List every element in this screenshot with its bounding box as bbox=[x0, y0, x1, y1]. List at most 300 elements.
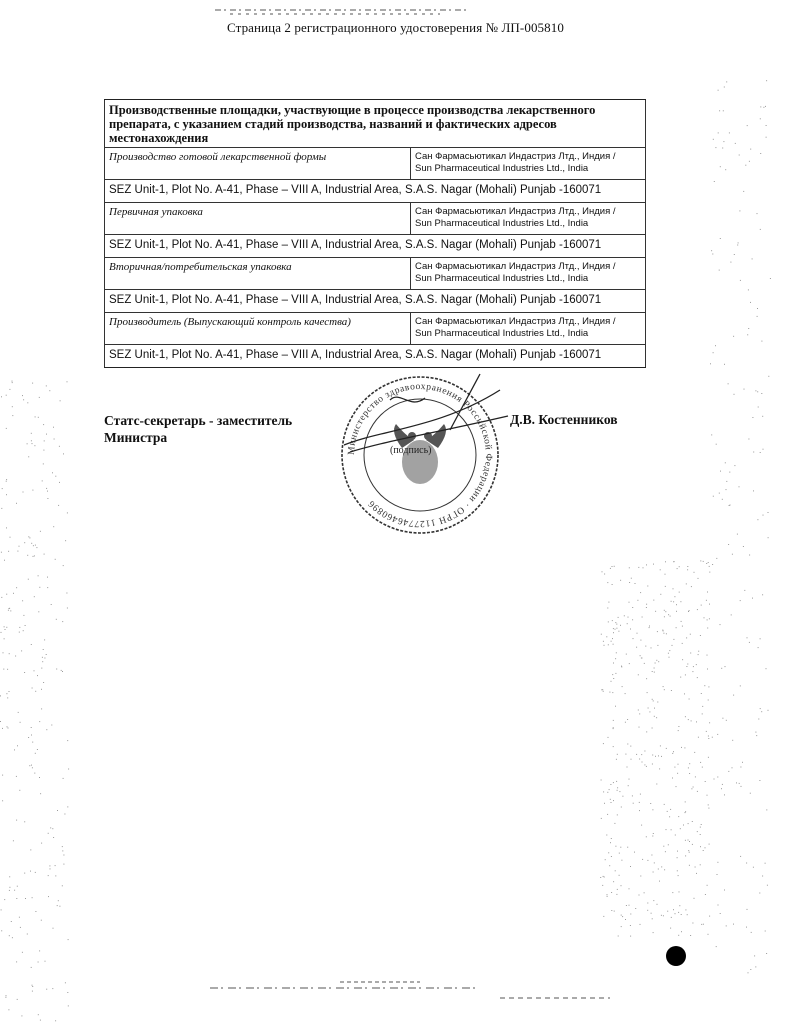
noise-dot bbox=[632, 619, 633, 620]
noise-dot bbox=[52, 472, 53, 473]
noise-dot bbox=[672, 753, 673, 754]
noise-dot bbox=[726, 925, 727, 926]
noise-dot bbox=[612, 692, 613, 693]
noise-dot bbox=[685, 840, 686, 841]
noise-dot bbox=[640, 794, 641, 795]
noise-dot bbox=[608, 602, 609, 603]
noise-dot bbox=[677, 857, 678, 858]
noise-dot bbox=[9, 608, 10, 609]
noise-dot bbox=[718, 905, 719, 906]
noise-dot bbox=[739, 210, 740, 211]
noise-dot bbox=[615, 870, 616, 871]
noise-dot bbox=[653, 932, 654, 933]
noise-dot bbox=[734, 254, 735, 255]
noise-dot bbox=[709, 572, 710, 573]
noise-dot bbox=[35, 545, 36, 546]
noise-dot bbox=[710, 363, 711, 364]
noise-dot bbox=[604, 645, 605, 646]
noise-dot bbox=[744, 590, 745, 591]
noise-dot bbox=[38, 575, 39, 576]
noise-dot bbox=[720, 624, 721, 625]
noise-dot bbox=[746, 927, 747, 928]
noise-dot bbox=[748, 439, 749, 440]
noise-dot bbox=[689, 773, 690, 774]
noise-dot bbox=[603, 691, 604, 692]
noise-dot bbox=[682, 626, 683, 627]
page-header: Страница 2 регистрационного удостоверения № ЛП-005810 bbox=[227, 20, 564, 35]
noise-dot bbox=[654, 862, 655, 863]
noise-dot bbox=[4, 899, 5, 900]
noise-dot bbox=[20, 722, 21, 723]
noise-dot bbox=[64, 814, 65, 815]
noise-dot bbox=[713, 496, 714, 497]
noise-dot bbox=[742, 762, 743, 763]
noise-dot bbox=[661, 866, 662, 867]
noise-dot bbox=[630, 914, 631, 915]
noise-dot bbox=[19, 632, 20, 633]
noise-dot bbox=[679, 592, 680, 593]
noise-dot bbox=[12, 406, 13, 407]
company-en: Sun Pharmaceutical Industries Ltd., India bbox=[415, 162, 589, 174]
noise-dot bbox=[723, 110, 724, 111]
noise-dot bbox=[639, 802, 640, 803]
noise-dot bbox=[765, 863, 766, 864]
noise-dot bbox=[7, 726, 8, 727]
noise-dot bbox=[615, 706, 616, 707]
noise-dot bbox=[611, 892, 612, 893]
noise-dot bbox=[641, 825, 642, 826]
noise-dot bbox=[690, 653, 691, 654]
noise-dot bbox=[65, 982, 66, 983]
noise-dot bbox=[751, 932, 752, 933]
noise-dot bbox=[756, 735, 757, 736]
noise-dot bbox=[703, 850, 704, 851]
noise-dot bbox=[6, 481, 7, 482]
noise-dot bbox=[757, 391, 758, 392]
noise-dot bbox=[49, 865, 50, 866]
noise-dot bbox=[664, 616, 665, 617]
noise-dot bbox=[640, 924, 641, 925]
noise-dot bbox=[665, 574, 666, 575]
noise-dot bbox=[52, 828, 53, 829]
noise-dot bbox=[611, 681, 612, 682]
noise-dot bbox=[6, 627, 7, 628]
noise-dot bbox=[9, 935, 10, 936]
noise-dot bbox=[22, 395, 23, 396]
noise-dot bbox=[704, 685, 705, 686]
noise-dot bbox=[703, 561, 704, 562]
noise-dot bbox=[708, 757, 709, 758]
noise-dot bbox=[665, 586, 666, 587]
noise-dot bbox=[638, 567, 639, 568]
noise-dot bbox=[701, 605, 702, 606]
noise-dot bbox=[37, 749, 38, 750]
noise-dot bbox=[674, 767, 675, 768]
noise-dot bbox=[12, 381, 13, 382]
noise-dot bbox=[43, 649, 44, 650]
noise-dot bbox=[19, 790, 20, 791]
noise-dot bbox=[677, 568, 678, 569]
noise-dot bbox=[747, 125, 748, 126]
noise-dot bbox=[685, 801, 686, 802]
noise-dot bbox=[55, 875, 56, 876]
noise-dot bbox=[679, 891, 680, 892]
noise-dot bbox=[27, 443, 28, 444]
noise-dot bbox=[16, 776, 17, 777]
noise-dot bbox=[59, 446, 60, 447]
noise-dot bbox=[766, 137, 767, 138]
noise-dot bbox=[758, 407, 759, 408]
noise-dot bbox=[765, 106, 766, 107]
noise-dot bbox=[758, 719, 759, 720]
noise-dot bbox=[0, 695, 1, 696]
noise-dot bbox=[653, 564, 654, 565]
noise-dot bbox=[45, 961, 46, 962]
noise-dot bbox=[614, 823, 615, 824]
noise-dot bbox=[55, 559, 56, 560]
company-ru: Сан Фармасьютикал Индастриз Лтд., Индия / bbox=[415, 316, 616, 327]
noise-dot bbox=[617, 787, 618, 788]
noise-dot bbox=[655, 663, 656, 664]
noise-dot bbox=[67, 992, 68, 993]
noise-dot bbox=[679, 905, 680, 906]
noise-dot bbox=[666, 829, 667, 830]
noise-dot bbox=[657, 904, 658, 905]
noise-dot bbox=[633, 638, 634, 639]
noise-dot bbox=[645, 646, 646, 647]
noise-dot bbox=[31, 440, 32, 441]
noise-dot bbox=[601, 780, 602, 781]
noise-dot bbox=[48, 875, 49, 876]
noise-dot bbox=[7, 697, 8, 698]
noise-dot bbox=[609, 865, 610, 866]
noise-dot bbox=[6, 479, 7, 480]
noise-dot bbox=[671, 601, 672, 602]
noise-dot bbox=[621, 807, 622, 808]
noise-dot bbox=[613, 628, 614, 629]
noise-dot bbox=[48, 896, 49, 897]
noise-dot bbox=[19, 546, 20, 547]
noise-dot bbox=[750, 793, 751, 794]
noise-dot bbox=[666, 633, 667, 634]
noise-dot bbox=[714, 779, 715, 780]
production-sites-table bbox=[104, 99, 646, 368]
noise-dot bbox=[687, 664, 688, 665]
company-cell bbox=[411, 313, 645, 344]
noise-dot bbox=[53, 427, 54, 428]
noise-dot bbox=[613, 800, 614, 801]
noise-dot bbox=[632, 795, 633, 796]
noise-dot bbox=[688, 767, 689, 768]
noise-dot bbox=[664, 869, 665, 870]
noise-dot bbox=[724, 364, 725, 365]
noise-dot bbox=[639, 895, 640, 896]
noise-dot bbox=[700, 846, 701, 847]
noise-dot bbox=[615, 622, 616, 623]
noise-dot bbox=[718, 90, 719, 91]
noise-dot bbox=[665, 561, 666, 562]
noise-dot bbox=[766, 668, 767, 669]
noise-dot bbox=[762, 416, 763, 417]
noise-dot bbox=[685, 909, 686, 910]
noise-dot bbox=[667, 911, 668, 912]
noise-dot bbox=[726, 81, 727, 82]
noise-dot bbox=[47, 498, 48, 499]
noise-dot bbox=[660, 745, 661, 746]
noise-dot bbox=[31, 433, 32, 434]
noise-dot bbox=[652, 728, 653, 729]
noise-dot bbox=[679, 566, 680, 567]
noise-dot bbox=[701, 693, 702, 694]
noise-dot bbox=[685, 811, 686, 812]
noise-dot bbox=[723, 141, 724, 142]
noise-dot bbox=[663, 846, 664, 847]
noise-dot bbox=[630, 629, 631, 630]
noise-dot bbox=[770, 278, 771, 279]
noise-dot bbox=[627, 767, 628, 768]
noise-dot bbox=[9, 691, 10, 692]
noise-dot bbox=[700, 560, 701, 561]
noise-dot bbox=[9, 887, 10, 888]
noise-dot bbox=[673, 561, 674, 562]
noise-dot bbox=[642, 859, 643, 860]
noise-dot bbox=[757, 308, 758, 309]
noise-dot bbox=[671, 829, 672, 830]
noise-dot bbox=[732, 740, 733, 741]
noise-dot bbox=[670, 928, 671, 929]
noise-dot bbox=[626, 654, 627, 655]
seal-center-text: (подпись) bbox=[390, 445, 432, 456]
noise-dot bbox=[63, 565, 64, 566]
noise-dot bbox=[24, 542, 25, 543]
noise-dot bbox=[740, 767, 741, 768]
noise-dot bbox=[42, 657, 43, 658]
noise-dot bbox=[712, 254, 713, 255]
noise-dot bbox=[17, 886, 18, 887]
noise-dot bbox=[636, 754, 637, 755]
noise-dot bbox=[639, 727, 640, 728]
noise-dot bbox=[608, 644, 609, 645]
signatory-title-line2: Министра bbox=[104, 430, 168, 445]
noise-dot bbox=[697, 609, 698, 610]
noise-dot bbox=[708, 686, 709, 687]
noise-dot bbox=[711, 434, 712, 435]
noise-dot bbox=[689, 865, 690, 866]
noise-dot bbox=[709, 722, 710, 723]
noise-dot bbox=[663, 686, 664, 687]
noise-dot bbox=[613, 632, 614, 633]
noise-dot bbox=[16, 898, 17, 899]
table-row bbox=[104, 258, 646, 290]
noise-dot bbox=[646, 836, 647, 837]
noise-dot bbox=[717, 734, 718, 735]
noise-dot bbox=[766, 125, 767, 126]
company-en: Sun Pharmaceutical Industries Ltd., India bbox=[415, 217, 589, 229]
noise-dot bbox=[58, 505, 59, 506]
noise-dot bbox=[752, 598, 753, 599]
noise-dot bbox=[607, 792, 608, 793]
signatory-name: Д.В. Костенников bbox=[510, 412, 618, 427]
noise-dot bbox=[640, 876, 641, 877]
noise-dot bbox=[23, 630, 24, 631]
noise-dot bbox=[39, 777, 40, 778]
noise-dot bbox=[641, 754, 642, 755]
noise-dot bbox=[696, 873, 697, 874]
noise-dot bbox=[660, 594, 661, 595]
noise-dot bbox=[652, 755, 653, 756]
noise-dot bbox=[47, 577, 48, 578]
noise-dot bbox=[25, 625, 26, 626]
noise-dot bbox=[690, 634, 691, 635]
noise-dot bbox=[616, 652, 617, 653]
noise-dot bbox=[67, 806, 68, 807]
noise-dot bbox=[708, 934, 709, 935]
noise-dot bbox=[32, 742, 33, 743]
noise-dot bbox=[31, 967, 32, 968]
noise-dot bbox=[630, 746, 631, 747]
noise-dot bbox=[68, 1005, 69, 1006]
noise-dot bbox=[707, 592, 708, 593]
noise-dot bbox=[652, 918, 653, 919]
noise-dot bbox=[40, 1020, 41, 1021]
noise-dot bbox=[42, 661, 43, 662]
noise-dot bbox=[715, 345, 716, 346]
noise-dot bbox=[688, 850, 689, 851]
noise-dot bbox=[615, 846, 616, 847]
noise-dot bbox=[694, 898, 695, 899]
noise-dot bbox=[701, 824, 702, 825]
noise-dot bbox=[766, 953, 767, 954]
noise-dot bbox=[21, 1015, 22, 1016]
noise-dot bbox=[622, 916, 623, 917]
noise-dot bbox=[3, 669, 4, 670]
noise-dot bbox=[4, 626, 5, 627]
noise-dot bbox=[714, 181, 715, 182]
noise-dot bbox=[649, 711, 650, 712]
noise-dot bbox=[615, 629, 616, 630]
noise-dot bbox=[653, 700, 654, 701]
noise-dot bbox=[603, 641, 604, 642]
noise-dot bbox=[724, 87, 725, 88]
noise-dot bbox=[680, 828, 681, 829]
noise-dot bbox=[673, 751, 674, 752]
noise-dot bbox=[686, 666, 687, 667]
noise-dot bbox=[62, 671, 63, 672]
table-row bbox=[104, 203, 646, 235]
noise-dot bbox=[629, 663, 630, 664]
noise-dot bbox=[728, 383, 729, 384]
noise-dot bbox=[692, 821, 693, 822]
noise-dot bbox=[627, 623, 628, 624]
noise-dot bbox=[721, 668, 722, 669]
noise-dot bbox=[627, 719, 628, 720]
noise-dot bbox=[39, 721, 40, 722]
noise-dot bbox=[10, 537, 11, 538]
noise-dot bbox=[21, 650, 22, 651]
noise-dot bbox=[23, 492, 24, 493]
noise-dot bbox=[689, 610, 690, 611]
noise-dot bbox=[739, 155, 740, 156]
noise-dot bbox=[726, 720, 727, 721]
noise-dot bbox=[3, 652, 4, 653]
noise-dot bbox=[17, 551, 18, 552]
noise-dot bbox=[32, 985, 33, 986]
noise-dot bbox=[27, 555, 28, 556]
noise-dot bbox=[717, 777, 718, 778]
noise-dot bbox=[608, 737, 609, 738]
stage-name: Производство готовой лекарственной формы bbox=[105, 148, 411, 179]
noise-dot bbox=[676, 604, 677, 605]
noise-dot bbox=[649, 626, 650, 627]
noise-dot bbox=[688, 823, 689, 824]
noise-dot bbox=[9, 890, 10, 891]
noise-dot bbox=[39, 397, 40, 398]
noise-dot bbox=[1, 597, 2, 598]
noise-dot bbox=[719, 110, 720, 111]
noise-dot bbox=[692, 923, 693, 924]
noise-dot bbox=[688, 719, 689, 720]
noise-dot bbox=[6, 395, 7, 396]
noise-dot bbox=[35, 872, 36, 873]
noise-dot bbox=[28, 579, 29, 580]
noise-dot bbox=[648, 708, 649, 709]
noise-dot bbox=[626, 905, 627, 906]
noise-dot bbox=[709, 844, 710, 845]
noise-dot bbox=[619, 853, 620, 854]
noise-dot bbox=[652, 699, 653, 700]
noise-dot bbox=[10, 610, 11, 611]
noise-dot bbox=[685, 855, 686, 856]
noise-dot bbox=[682, 643, 683, 644]
noise-dot bbox=[24, 821, 25, 822]
noise-dot bbox=[758, 647, 759, 648]
noise-dot bbox=[686, 637, 687, 638]
company-en: Sun Pharmaceutical Industries Ltd., India bbox=[415, 272, 589, 284]
noise-dot bbox=[654, 668, 655, 669]
noise-dot bbox=[630, 866, 631, 867]
noise-dot bbox=[602, 885, 603, 886]
noise-dot bbox=[638, 710, 639, 711]
noise-dot bbox=[17, 999, 18, 1000]
noise-dot bbox=[706, 600, 707, 601]
noise-dot bbox=[663, 630, 664, 631]
noise-dot bbox=[1, 552, 2, 553]
noise-dot bbox=[23, 399, 24, 400]
noise-dot bbox=[44, 639, 45, 640]
noise-dot bbox=[698, 651, 699, 652]
noise-dot bbox=[700, 834, 701, 835]
noise-dot bbox=[621, 926, 622, 927]
noise-dot bbox=[733, 695, 734, 696]
noise-dot bbox=[607, 894, 608, 895]
noise-dot bbox=[52, 988, 53, 989]
noise-dot bbox=[1, 909, 2, 910]
noise-dot bbox=[713, 139, 714, 140]
noise-dot bbox=[673, 639, 674, 640]
noise-dot bbox=[737, 534, 738, 535]
noise-dot bbox=[711, 250, 712, 251]
noise-dot bbox=[649, 627, 650, 628]
noise-dot bbox=[602, 689, 603, 690]
noise-dot bbox=[646, 678, 647, 679]
noise-dot bbox=[31, 727, 32, 728]
noise-dot bbox=[61, 670, 62, 671]
noise-dot bbox=[639, 810, 640, 811]
noise-dot bbox=[33, 556, 34, 557]
noise-dot bbox=[629, 582, 630, 583]
noise-dot bbox=[612, 620, 613, 621]
noise-dot bbox=[702, 713, 703, 714]
